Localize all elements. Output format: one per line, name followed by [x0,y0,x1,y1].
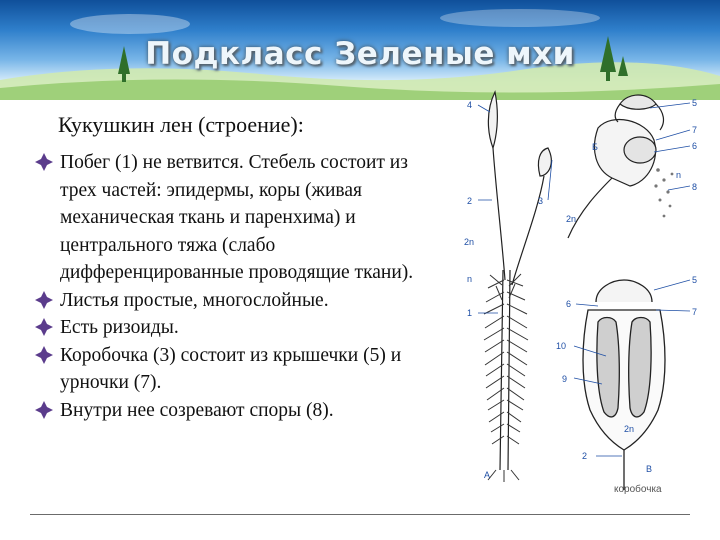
bullet-text: Листья простые, многослойные. [60,289,329,311]
bullet-item [34,342,434,397]
label-section-6: 6 [566,299,572,309]
diamond-bullet-icon [34,152,54,172]
slide-subtitle: Кукушкин лен (строение): [58,112,304,137]
diamond-bullet-icon [34,317,54,337]
capsule-b [568,95,663,238]
bullet-text: Внутри нее созревают споры (8). [60,399,334,421]
label-9: 9 [562,374,568,384]
moss-leaves [484,274,528,482]
label-1: 1 [467,308,473,318]
label-4: 4 [467,100,473,110]
bullet-item [34,149,434,287]
diamond-bullet-icon [34,400,54,420]
label-spore-n: n [676,170,682,180]
label-6: 6 [692,141,698,151]
bullet-list [34,149,434,424]
label-10: 10 [556,341,567,351]
figure-caption: коробочка [614,484,662,495]
bullet-item [34,314,434,342]
label-section-2: 2 [582,451,588,461]
label-a: А [484,470,491,480]
label-b: Б [592,142,598,152]
label-section-5: 5 [692,275,698,285]
bottom-divider [30,514,690,515]
label-3: 3 [538,196,544,206]
diamond-bullet-icon [34,345,54,365]
label-2n: 2n [464,237,475,247]
label-5: 5 [692,98,698,108]
moss-structure-illustration [450,88,712,500]
label-8: 8 [692,182,698,192]
bullet-text: Есть ризоиды. [60,317,179,338]
capsule-section [583,280,665,490]
label-section-2n: 2n [624,424,635,434]
spores [654,168,673,217]
label-n: n [467,274,473,284]
label-7: 7 [692,125,698,135]
bullet-item [34,287,434,315]
figure-labels [464,98,697,480]
bullet-item [34,397,434,425]
header-banner [0,0,720,100]
label-section-7: 7 [692,307,698,317]
label-v: В [646,464,653,474]
label-capsule-2n: 2n [566,214,577,224]
label-2: 2 [467,196,473,206]
diamond-bullet-icon [34,290,54,310]
slide-title: Подкласс Зеленые мхи [145,36,575,72]
bullet-text: Коробочка (3) состоит из крышечки (5) и урночки (7). [60,344,402,393]
bullet-text: Побег (1) не ветвится. Стебель состоит из трех частей: эпидермы, коры (живая механическая ткань и паренхима) и центрального тяжа (слабо дифференцированные проводящие ткани). [60,152,414,283]
